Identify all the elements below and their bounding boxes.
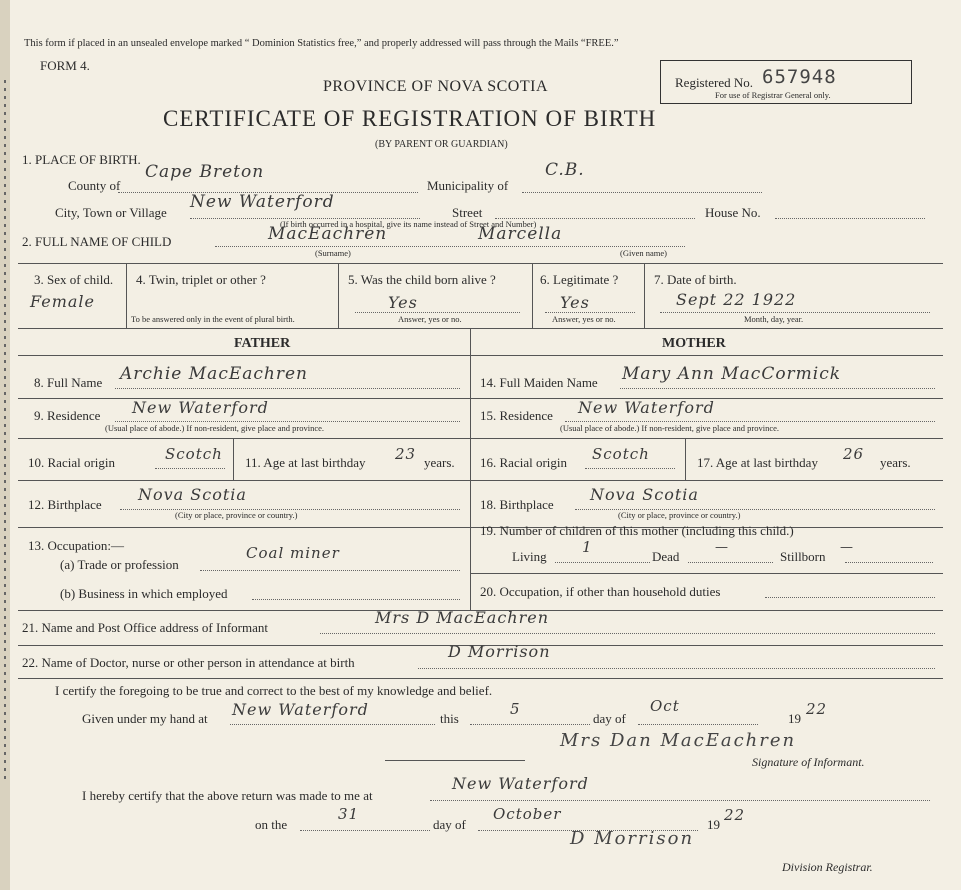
certify-statement: I certify the foregoing to be true and correct to the best of my knowledge and belief. (55, 683, 493, 698)
child-surname: MacEachren (268, 224, 388, 244)
living-value: 1 (582, 538, 593, 556)
registrar-label: Division Registrar. (782, 860, 873, 874)
registered-label: Registered No. (675, 75, 753, 90)
mother-age-label: 17. Age at last birthday (697, 455, 818, 470)
registrar-place: New Waterford (452, 774, 589, 793)
sex-label: 3. Sex of child. (34, 272, 114, 287)
trade-label: (a) Trade or profession (60, 557, 179, 572)
father-birthplace-note: (City or place, province or country.) (175, 510, 298, 520)
municipality-label: Municipality of (427, 178, 509, 193)
house-label: House No. (705, 205, 761, 220)
place-of-birth-label: 1. PLACE OF BIRTH. (22, 152, 141, 167)
alive-label: 5. Was the child born alive ? (348, 272, 496, 287)
registrar-day: 31 (338, 805, 360, 823)
legitimate-label: 6. Legitimate ? (540, 272, 619, 287)
province-heading: PROVINCE OF NOVA SCOTIA (323, 78, 549, 95)
registered-note: For use of Registrar General only. (715, 90, 831, 100)
mother-racial-value: Scotch (592, 445, 650, 463)
father-name-value: Archie MacEachren (120, 364, 308, 384)
father-birthplace-label: 12. Birthplace (28, 497, 102, 512)
doctor-value: D Morrison (448, 642, 551, 661)
legitimate-note: Answer, yes or no. (552, 314, 616, 324)
father-name-label: 8. Full Name (34, 375, 103, 390)
mother-occupation-label: 20. Occupation, if other than household duties (480, 584, 721, 599)
stillborn-value: — (840, 540, 854, 555)
registered-number: 657948 (762, 66, 837, 88)
mother-heading: MOTHER (662, 336, 726, 351)
reg-day-of-label: day of (433, 817, 466, 832)
informant-value: Mrs D MacEachren (375, 608, 550, 627)
birth-date-label: 7. Date of birth. (654, 272, 737, 287)
street-label: Street (452, 205, 483, 220)
this-label: this (440, 711, 459, 726)
mother-residence-value: New Waterford (578, 398, 715, 417)
given-day: 5 (510, 700, 521, 718)
father-residence-note: (Usual place of abode.) If non-resident, give place and province. (105, 423, 325, 433)
mother-name-value: Mary Ann MacCormick (622, 364, 842, 384)
father-racial-value: Scotch (165, 445, 223, 463)
hospital-note: (If birth occurred in a hospital, give its name instead of Street and Number) (280, 219, 537, 229)
city-value: New Waterford (190, 192, 335, 212)
sex-value: Female (30, 292, 95, 311)
given-note: (Given name) (620, 248, 667, 258)
father-age-unit: years. (424, 455, 455, 470)
child-given-name: Marcella (478, 224, 563, 244)
father-heading: FATHER (234, 336, 291, 351)
county-label: County of (68, 178, 121, 193)
children-count-label: 19. Number of children of this mother (including this child.) (480, 523, 794, 538)
mail-notice: This form if placed in an unsealed envelope marked “ Dominion Statistics free,” and properly addressed will pass through the Mails “FREE.” (24, 38, 619, 49)
form-number: FORM 4. (40, 58, 90, 73)
municipality-value: C.B. (545, 160, 585, 180)
given-year-prefix: 19 (788, 711, 801, 726)
mother-birthplace-note: (City or place, province or country.) (618, 510, 741, 520)
registrar-month: October (493, 805, 562, 823)
informant-label: 21. Name and Post Office address of Informant (22, 620, 268, 635)
registrar-statement: I hereby certify that the above return was made to me at (82, 788, 373, 803)
given-year: 22 (806, 700, 828, 718)
dead-value: — (715, 540, 729, 555)
informant-signature: Mrs Dan MacEachren (560, 730, 797, 751)
birth-date-note: Month, day, year. (744, 314, 804, 324)
county-value: Cape Breton (145, 162, 265, 182)
mother-residence-note: (Usual place of abode.) If non-resident, give place and province. (560, 423, 780, 433)
given-month: Oct (650, 697, 680, 715)
business-label: (b) Business in which employed (60, 586, 228, 601)
trade-value: Coal miner (246, 544, 340, 562)
certificate-title: CERTIFICATE OF REGISTRATION OF BIRTH (163, 106, 657, 131)
dead-label: Dead (652, 549, 680, 564)
mother-birthplace-value: Nova Scotia (590, 485, 699, 504)
mother-residence-label: 15. Residence (480, 408, 553, 423)
mother-age-unit: years. (880, 455, 911, 470)
mother-age-value: 26 (843, 445, 865, 463)
stillborn-label: Stillborn (780, 549, 826, 564)
mother-racial-label: 16. Racial origin (480, 455, 568, 470)
on-the-label: on the (255, 817, 288, 832)
surname-note: (Surname) (315, 248, 351, 258)
doctor-label: 22. Name of Doctor, nurse or other person in attendance at birth (22, 655, 355, 670)
registrar-signature: D Morrison (570, 828, 695, 849)
given-label: Given under my hand at (82, 711, 208, 726)
mother-birthplace-label: 18. Birthplace (480, 497, 554, 512)
legitimate-value: Yes (560, 293, 590, 312)
occupation-label: 13. Occupation:— (28, 538, 125, 553)
certificate-subtitle: (BY PARENT OR GUARDIAN) (375, 139, 508, 150)
child-name-label: 2. FULL NAME OF CHILD (22, 234, 172, 249)
father-birthplace-value: Nova Scotia (138, 485, 247, 504)
registrar-year: 22 (724, 806, 746, 824)
signature-label: Signature of Informant. (752, 755, 865, 769)
city-label: City, Town or Village (55, 205, 167, 220)
alive-value: Yes (388, 293, 418, 312)
given-place: New Waterford (232, 700, 369, 719)
margin-notes (0, 80, 10, 780)
birth-date-value: Sept 22 1922 (676, 290, 797, 309)
alive-note: Answer, yes or no. (398, 314, 462, 324)
living-label: Living (512, 549, 547, 564)
father-age-label: 11. Age at last birthday (245, 455, 366, 470)
father-age-value: 23 (395, 445, 417, 463)
twin-note: To be answered only in the event of plural birth. (131, 314, 295, 324)
father-racial-label: 10. Racial origin (28, 455, 116, 470)
reg-year-prefix: 19 (707, 817, 720, 832)
twin-label: 4. Twin, triplet or other ? (136, 272, 266, 287)
father-residence-label: 9. Residence (34, 408, 101, 423)
father-residence-value: New Waterford (132, 398, 269, 417)
day-of-label: day of (593, 711, 626, 726)
mother-name-label: 14. Full Maiden Name (480, 375, 598, 390)
